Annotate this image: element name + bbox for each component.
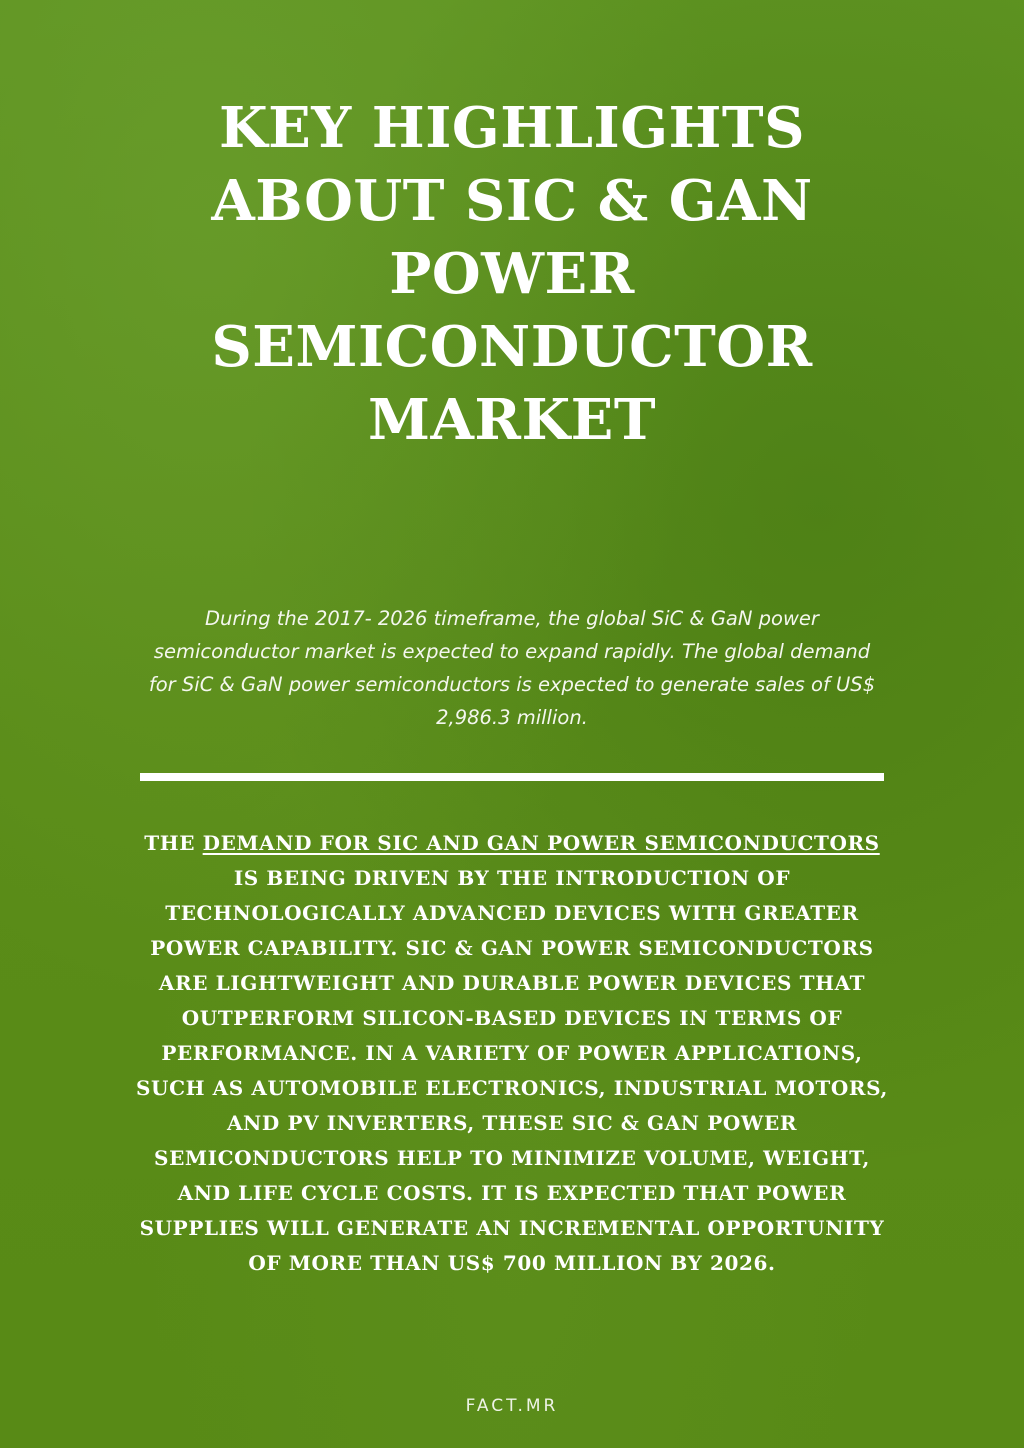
body-suffix: IS BEING DRIVEN BY THE INTRODUCTION OF TECHNOLOGICALLY ADVANCED DEVICES WITH GREATER POWER CAPABILITY. SIC & GAN POWER SEMICONDUCTORS ARE LIGHTWEIGHT AND DURABLE POWER DEVICES THAT OUTPERFORM SILICON-BASED DEVICES IN TERMS OF PERFORMANCE. IN A VARIETY OF POWER APPLICATIONS, SUCH AS AUTOMOBILE ELECTRONICS, INDUSTRIAL MOTORS, AND PV INVERTERS, THESE SIC & GAN POWER SEMICONDUCTORS HELP TO MINIMIZE VOLUME, WEIGHT, AND LIFE CYCLE COSTS. IT IS EXPECTED THAT POWER SUPPLIES WILL GENERATE AN INCREMENTAL OPPORTUNITY OF MORE THAN US$ 700 MILLION BY 2026. <box>136 866 888 1275</box>
title-line: SEMICONDUCTOR <box>211 314 813 380</box>
intro-paragraph: During the 2017- 2026 timeframe, the global SiC & GaN power semiconductor market is expected to expand rapidly. The global demand for SiC & GaN power semiconductors is expected to generate sales of US$ 2,986.3 million. <box>148 607 876 729</box>
title-line: KEY HIGHLIGHTS <box>218 95 806 161</box>
title-line: ABOUT SIC & GAN <box>211 168 813 234</box>
page-title <box>112 92 912 457</box>
body-paragraph <box>132 826 892 1281</box>
title-line: MARKET <box>367 387 656 453</box>
divider <box>140 773 884 781</box>
footer-brand: FACT.MR <box>465 1396 559 1416</box>
body-prefix: THE <box>144 831 203 855</box>
title-line: POWER <box>389 241 635 307</box>
demand-link[interactable]: DEMAND FOR SIC AND GAN POWER SEMICONDUCTORS <box>202 831 880 855</box>
